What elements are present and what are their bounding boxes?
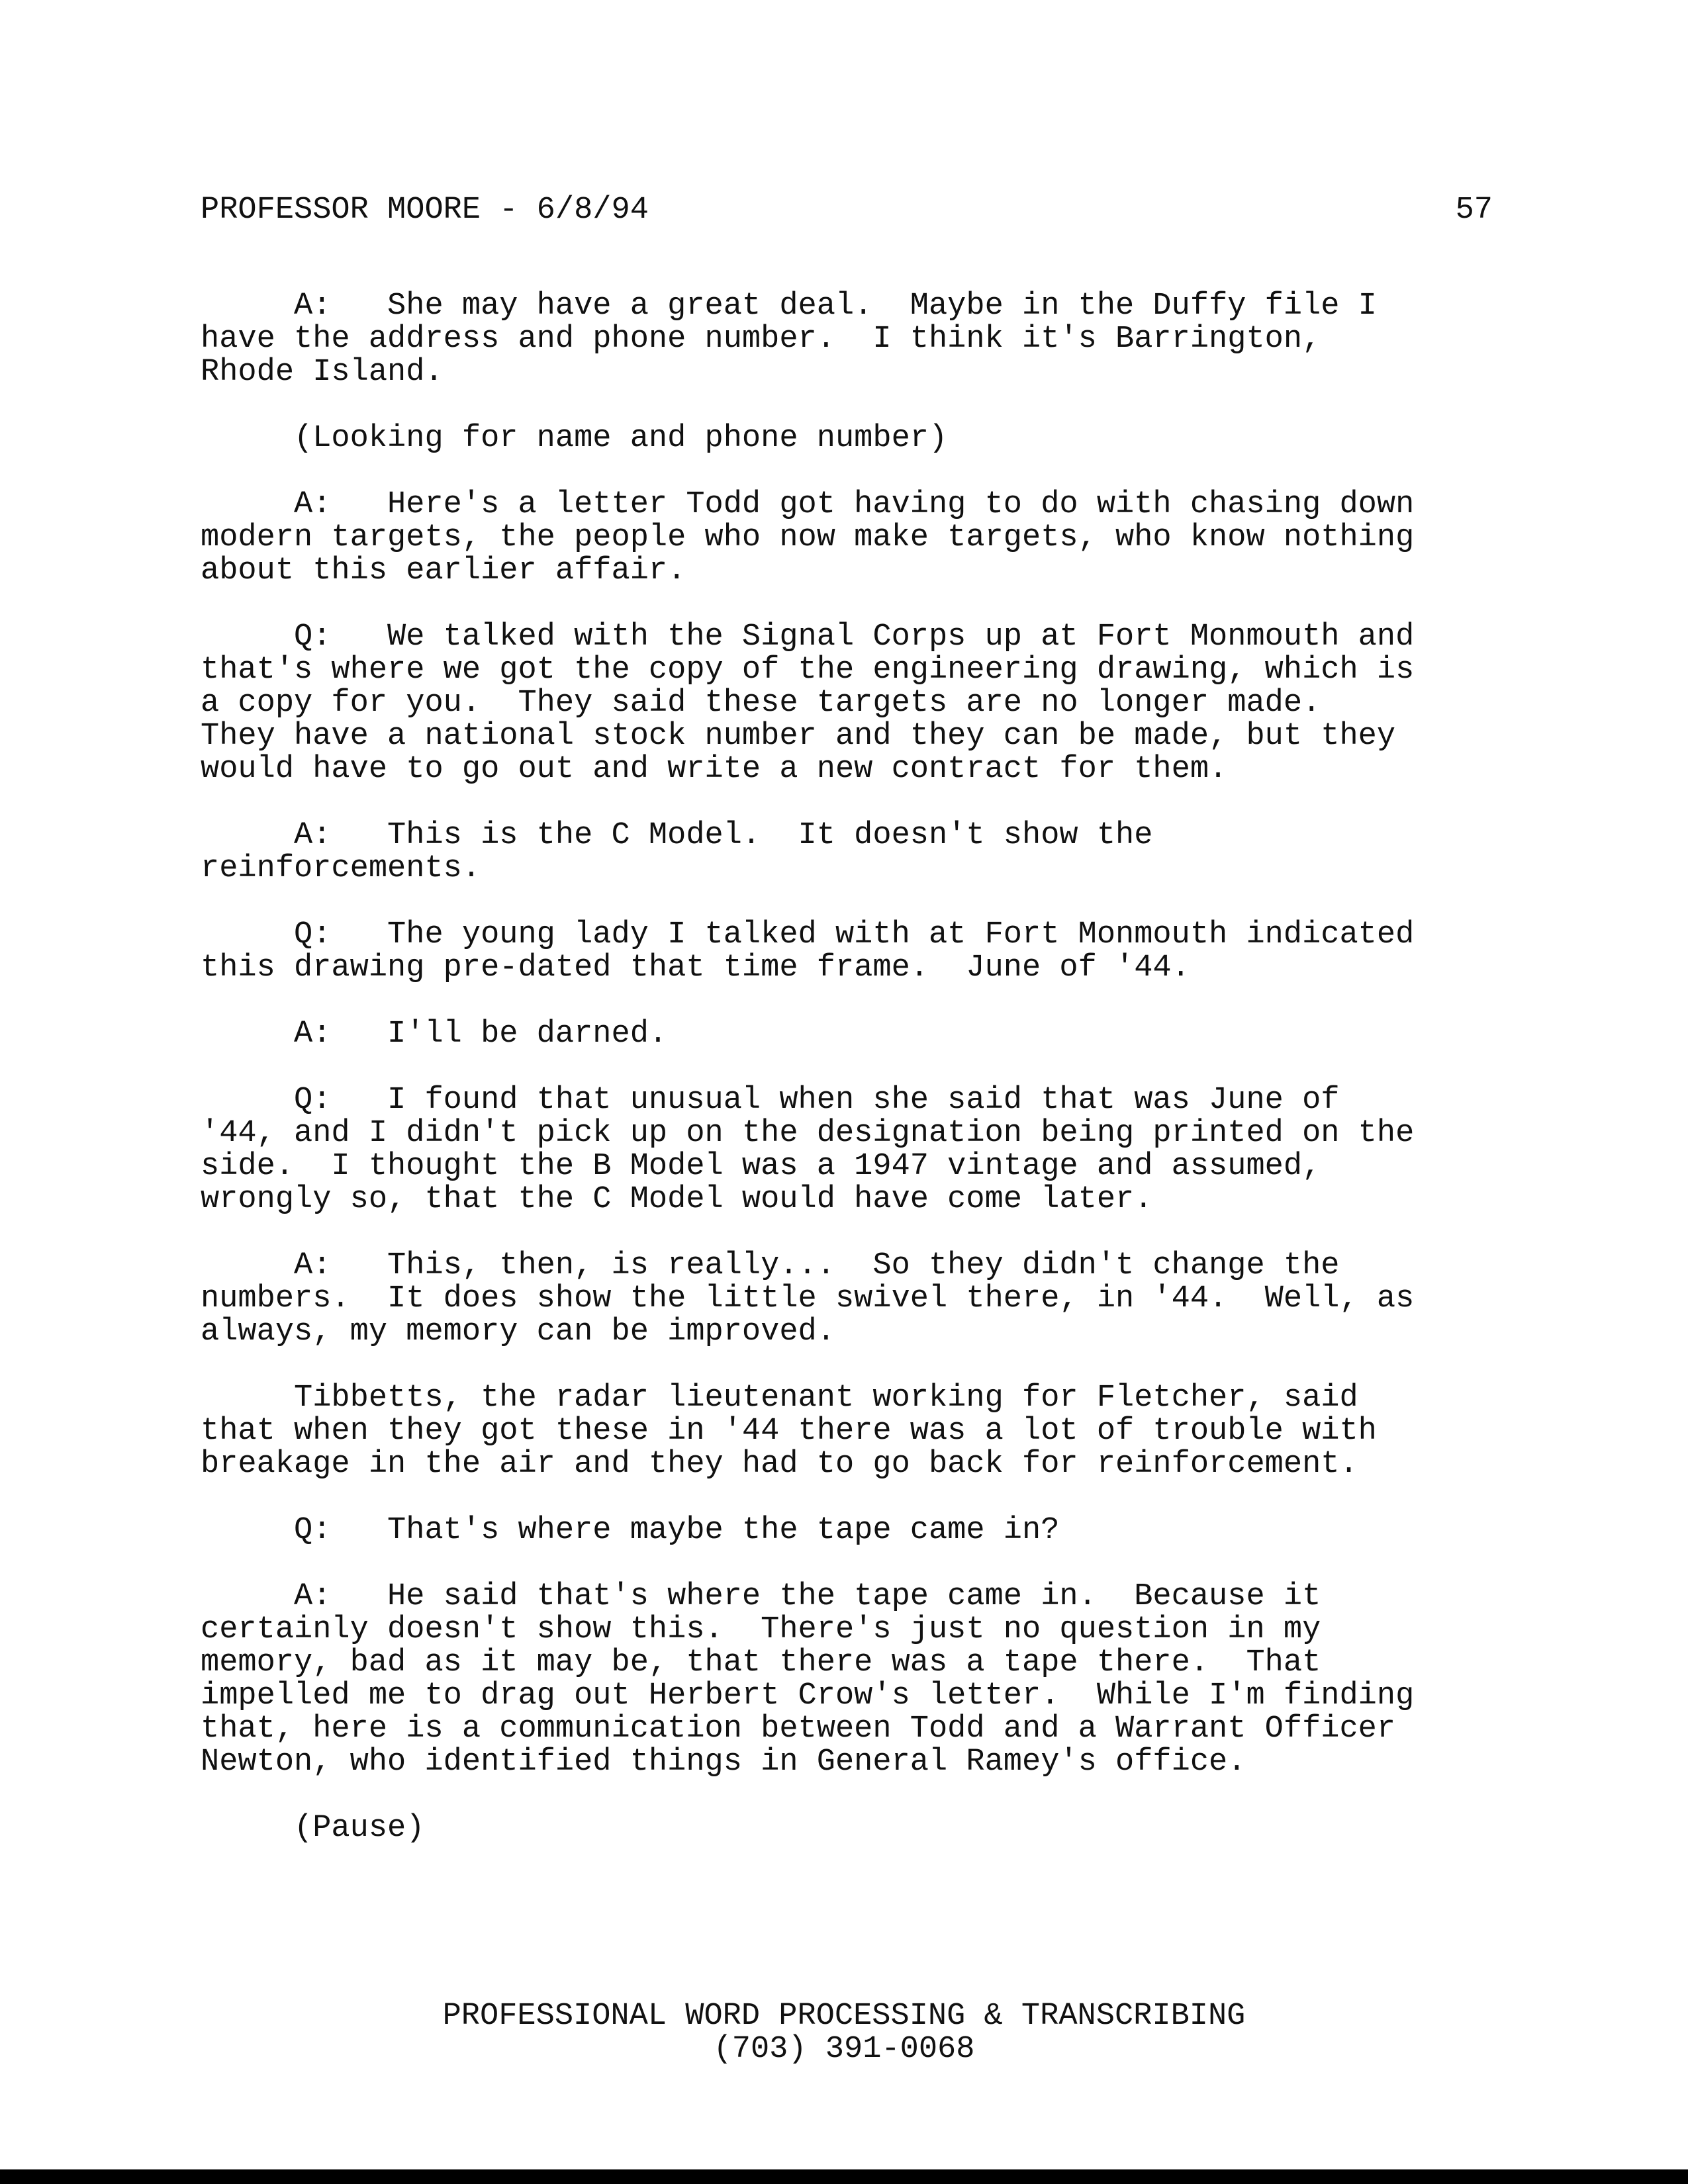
- scan-edge-bar: [0, 2169, 1688, 2184]
- paragraph-answer-tape: A: He said that's where the tape came in. Because it certainly doesn't show this. There's just no question in my memory, bad as it may be, that there was a tape there. That impelled me to drag out Herbert Crow's letter. While I'm finding that, here is a communication between Todd and a Warrant Officer Newton, who identified things in General Ramey's office.: [201, 1579, 1415, 1780]
- paragraph-answer-darned: A: I'll be darned.: [201, 1017, 668, 1052]
- transcript-body: [201, 290, 1498, 1878]
- paragraph-answer-duffy-file: A: She may have a great deal. Maybe in the Duffy file I have the address and phone number. I think it's Barrington, Rhode Island.: [201, 289, 1377, 390]
- paragraph-question-signal-corps: Q: We talked with the Signal Corps up at Fort Monmouth and that's where we got the copy of the engineering drawing, which is a copy for you. They said these targets are no longer made. They have a national stock number and they can be made, but they would have to go out and write a new contract for them.: [201, 619, 1415, 787]
- paragraph-answer-c-model: A: This is the C Model. It doesn't show the reinforcements.: [201, 818, 1153, 886]
- footer-phone: (703) 391-0068: [713, 2032, 975, 2067]
- paragraph-question-unusual: Q: I found that unusual when she said that was June of '44, and I didn't pick up on the designation being printed on the side. I thought the B Model was a 1947 vintage and assumed, wrongly so, that the C Model would have come later.: [201, 1083, 1415, 1217]
- header-title: PROFESSOR MOORE - 6/8/94: [201, 193, 649, 228]
- paragraph-stage-direction-looking: (Looking for name and phone number): [201, 421, 948, 456]
- paragraph-answer-swivel: A: This, then, is really... So they didn't change the numbers. It does show the little swivel there, in '44. Well, as always, my memory can be improved.: [201, 1248, 1415, 1349]
- page-footer: [0, 2000, 1688, 2066]
- paragraph-tibbetts: Tibbetts, the radar lieutenant working for Fletcher, said that when they got these in '44 there was a lot of trouble with breakage in the air and they had to go back for reinforcement.: [201, 1381, 1377, 1482]
- page-number: 57: [1455, 193, 1493, 228]
- paragraph-stage-direction-pause: (Pause): [201, 1811, 425, 1846]
- page-header: [201, 191, 1493, 230]
- footer-company: PROFESSIONAL WORD PROCESSING & TRANSCRIBING: [442, 1999, 1246, 2034]
- paragraph-question-young-lady: Q: The young lady I talked with at Fort Monmouth indicated this drawing pre-dated that time frame. June of '44.: [201, 917, 1415, 985]
- paragraph-answer-todd-letter: A: Here's a letter Todd got having to do with chasing down modern targets, the people who now make targets, who know nothing about this earlier affair.: [201, 487, 1415, 588]
- paragraph-question-tape: Q: That's where maybe the tape came in?: [201, 1513, 1060, 1548]
